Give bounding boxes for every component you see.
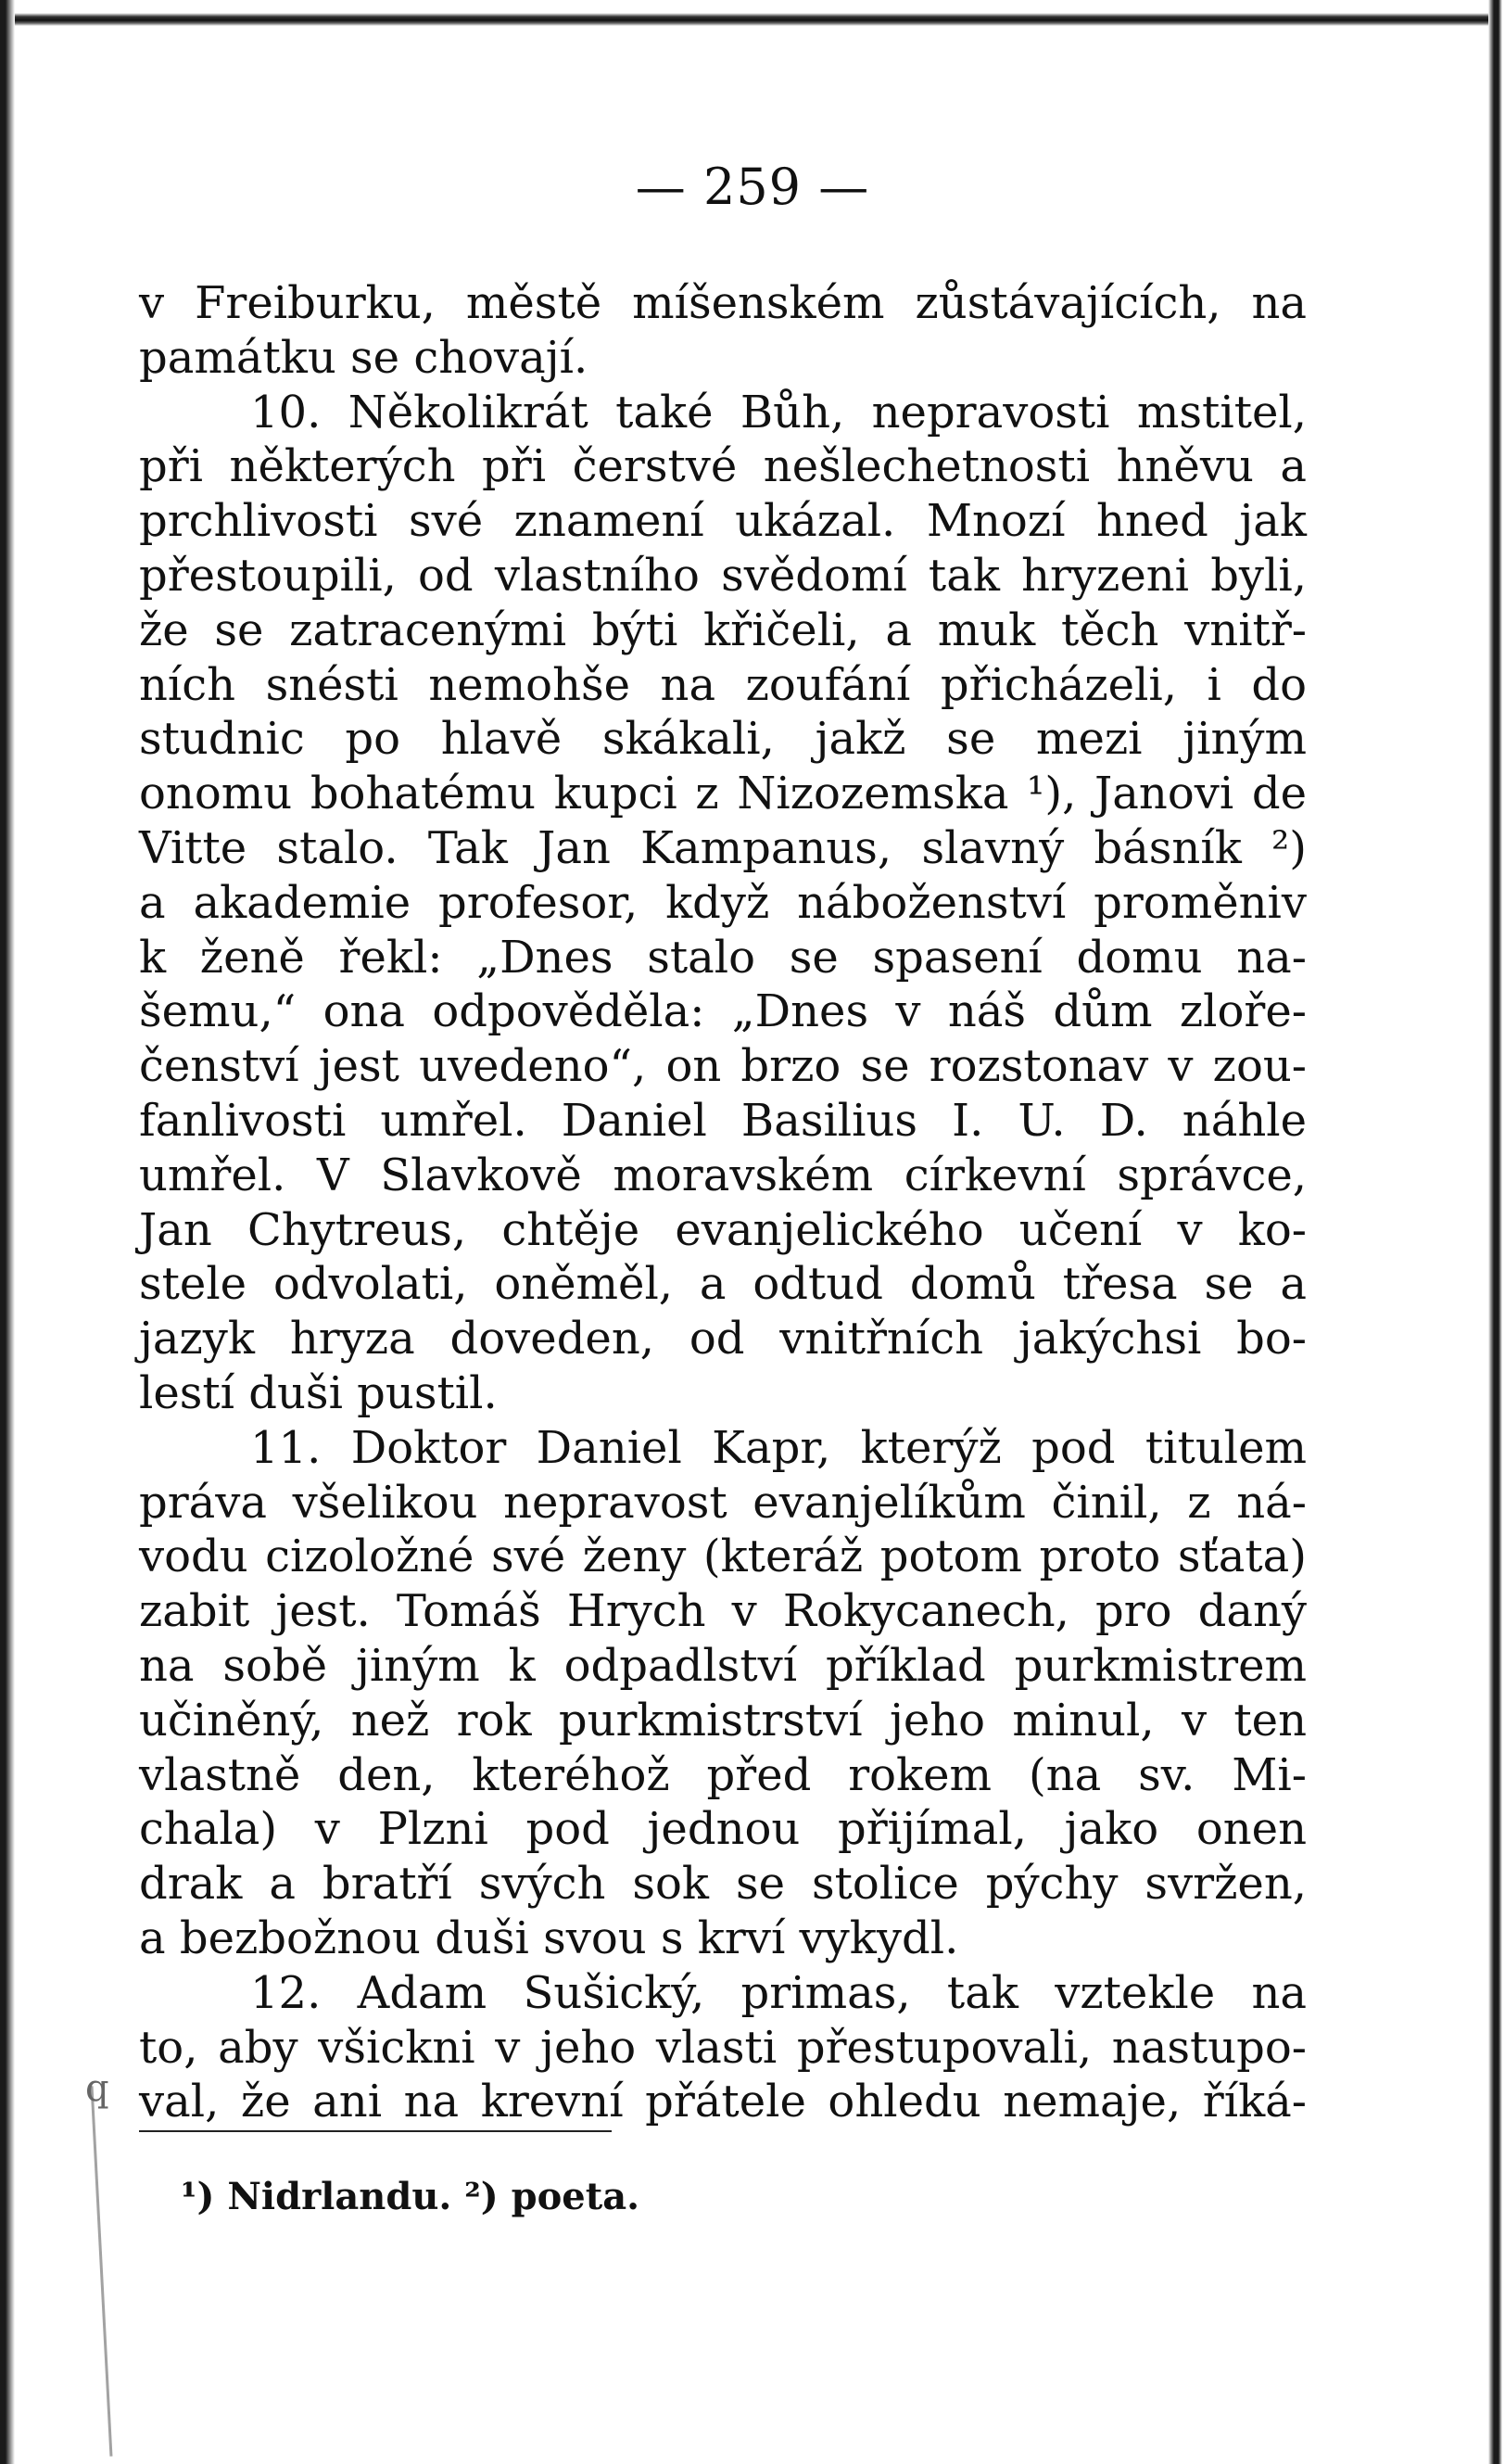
text-line: na sobě jiným k odpadlství příklad purkmistrem: [139, 1639, 1307, 1692]
text-line: a bezbožnou duši svou s krví vykydl.: [139, 1912, 959, 1964]
scan-border-left: [0, 0, 15, 2464]
text-line: učiněný, než rok purkmistrství jeho minul, v ten: [139, 1694, 1307, 1746]
footnote: ¹) Nidrlandu. ²) poeta.: [181, 2175, 640, 2218]
text-line: zabit jest. Tomáš Hrych v Rokycanech, pro daný: [139, 1585, 1307, 1638]
text-line: vodu cizoložné své ženy (kteráž potom proto sťata): [139, 1530, 1307, 1583]
text-line: stele odvolati, oněměl, a odtud domů třesa se a: [139, 1258, 1307, 1311]
text-line: chala) v Plzni pod jednou přijímal, jako onen: [139, 1803, 1307, 1856]
text-line: 12. Adam Sušický, primas, tak vztekle na: [250, 1966, 1307, 2019]
text-line: čenství jest uvedeno“, on brzo se rozstonav v zou-: [139, 1040, 1307, 1093]
text-line: k ženě řekl: „Dnes stalo se spasení domu na-: [139, 931, 1307, 984]
text-line: práva všelikou nepravost evanjelíkům činil, z ná-: [139, 1476, 1307, 1529]
text-line: jazyk hryza doveden, od vnitřních jakýchsi bo-: [139, 1313, 1307, 1365]
text-line: Vitte stalo. Tak Jan Kampanus, slavný básník ²): [139, 821, 1307, 874]
text-line: umřel. V Slavkově moravském církevní správce,: [139, 1149, 1307, 1201]
margin-pencil-stroke: [91, 2086, 113, 2457]
text-line: prchlivosti své znamení ukázal. Mnozí hned jak: [139, 495, 1307, 548]
body-text: [139, 276, 1307, 2129]
text-line: v Freiburku, městě míšenském zůstávajících, na: [139, 277, 1307, 329]
text-line: lestí duši pustil.: [139, 1366, 498, 1419]
margin-mark: q: [85, 2067, 109, 2110]
text-line: šemu,“ ona odpověděla: „Dnes v náš dům zlořе-: [139, 985, 1307, 1038]
text-line: při některých při čerstvé nešlechetnosti hněvu a: [139, 440, 1307, 493]
scan-border-right: [1488, 0, 1505, 2464]
text-line: studnic po hlavě skákali, jakž se mezi jiným: [139, 713, 1307, 766]
text-line: onomu bohatému kupci z Nizozemska ¹), Janovi de: [139, 768, 1307, 820]
scan-border-top: [0, 0, 1505, 26]
text-line: památku se chovají.: [139, 331, 588, 384]
text-line: to, aby všickni v jeho vlasti přestupovali, nastupo-: [139, 2021, 1307, 2074]
text-line: 11. Doktor Daniel Kapr, kterýž pod titulem: [250, 1421, 1307, 1474]
page-number: — 259 —: [635, 158, 870, 216]
text-line: Jan Chytreus, chtěje evanjelického učení v ko-: [139, 1203, 1307, 1256]
text-line: vlastně den, kteréhož před rokem (na sv. Mi-: [139, 1748, 1307, 1801]
text-line: a akademie profesor, když náboženství proměniv: [139, 876, 1307, 929]
text-line: 10. Několikrát také Bůh, nepravosti mstitel,: [250, 386, 1307, 438]
text-line: že se zatracenými býti křičeli, a muk těch vnitř-: [139, 603, 1307, 656]
text-line: přestoupili, od vlastního svědomí tak hryzeni byli,: [139, 549, 1307, 602]
footnote-rule: [139, 2130, 612, 2132]
text-line: drak a bratří svých sok se stolice pýchy svržen,: [139, 1858, 1307, 1911]
text-line: ních snésti nemohše na zoufání přicházeli, i do: [139, 658, 1307, 711]
text-line: fanlivosti umřel. Daniel Basilius I. U. D. náhle: [139, 1094, 1307, 1147]
text-line: val, že ani na krevní přátele ohledu nemaje, říká-: [139, 2076, 1307, 2128]
